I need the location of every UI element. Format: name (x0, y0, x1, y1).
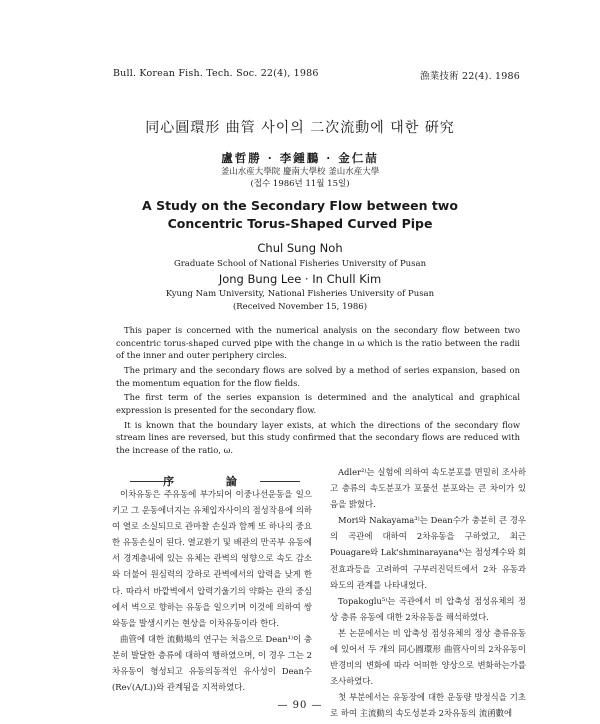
body-paragraph: 曲管에 대한 流動場의 연구는 처음으로 Dean¹⁾이 충분히 발달한 층류에 대하여 행하였으며, 이 경우 그는 2차유동이 형성되고 유동의동적인 유사성이 Dean수 (Re√(A/L))와 관계됨을 지적하였다. (112, 633, 312, 693)
body-paragraph: Topakoglu⁵⁾는 곡관에서 비 압축성 점성유체의 정상 층류 유동에 대한 2차유동을 해석하였다. (330, 595, 526, 622)
korean-authors: 盧哲勝 · 李鍾鵬 · 金仁喆 (221, 151, 379, 165)
body-paragraph: Mori와 Nakayama³⁾는 Dean수가 충분히 큰 경우의 곡관에 대하여 2차유동을 구하였고, 최근 Pouagare와 Lak'shminarayana⁴⁾는 점성계수와 회전효과등을 고려하여 구부러진덕트에서 2차 유동과 와도의 관계를 나타내었다. (330, 515, 526, 590)
journal-header-right: 漁業技術 22(4). 1986 (420, 71, 520, 82)
body-paragraph: 첫 부분에서는 유동장에 대한 운동량 방정식을 기초로 하여 主流動의 속도성분과 2차유동의 流函數에 (330, 692, 526, 719)
body-paragraph: 본 논문에서는 비 압축성 점성유체의 정상 층류유동에 있어서 두 개의 同心圓環形 曲管사이의 2차유동이 반경비의 변화에 따라 어떠한 양상으로 변화하는가를 조사하였다. (330, 627, 526, 687)
korean-received-date: (접수 1986년 11월 15일) (250, 179, 350, 189)
body-paragraph: Adler²⁾는 실험에 의하여 속도분포를 면밀히 조사하고 층류의 속도분포가 포물선 분포와는 큰 차이가 있음을 밝혔다. (330, 467, 526, 510)
journal-header-left: Bull. Korean Fish. Tech. Soc. 22(4), 1986 (113, 68, 319, 79)
english-affiliation2: Kyung Nam University, National Fisheries University of Pusan (165, 289, 435, 299)
abstract-paragraph: The first term of the series expansion is determined and the analytical and graphical expression is presented for the secondary flow. (116, 392, 520, 415)
page-number: — 90 — (277, 700, 323, 711)
right-column (330, 464, 526, 722)
abstract-paragraph: The primary and the secondary flows are solved by a method of series expansion, based on the momentum equation for the flow fields. (116, 364, 520, 388)
english-authors2: Jong Bung Lee · In Chull Kim (218, 272, 382, 286)
english-author1: Chul Sung Noh (257, 241, 343, 255)
left-column-body (112, 486, 312, 695)
section-rule-right (260, 481, 300, 482)
section-heading-introduction: 序 論 (163, 475, 261, 488)
abstract-paragraph: It is known that the boundary layer exists, at which the directions of the secondary flow stream lines are reversed, but this study confirmed that the secondary flows are reduced with the increase of the ratio, ω. (116, 419, 520, 455)
korean-affiliations: 釜山水産大學院 慶南大學校 釜山水産大學 (220, 167, 380, 177)
english-title-line2: Concentric Torus-Shaped Curved Pipe (167, 216, 433, 231)
english-received-date: (Received November 15, 1986) (232, 302, 368, 312)
abstract-paragraph: This paper is concerned with the numerical analysis on the secondary flow between two concentric torus-shaped curved pipe with the change in ω which is the ratio between the radii of the inner and outer periphery circles. (116, 325, 520, 361)
english-title-line1: A Study on the Secondary Flow between two (142, 198, 458, 213)
korean-title: 同心圓環形 曲管 사이의 二次流動에 대한 硏究 (145, 120, 455, 136)
body-paragraph: 이차유동은 주유동에 부가되어 이중나선운동을 일으키고 그 운동에너지는 유체입자사이의 점성작용에 의하여 열로 소실되므로 관마찰 손실과 함께 또 하나의 중요한 유동손실이 된다. 열교환기 및 배관의 만곡부 유동에서 경계층내에 있는 유체는 관벽의 영향으로 속도 감소와 더불어 원심력의 강하로 관벽에서의 압력을 낮게 한다. 따라서 바깥벽에서 압력기울기의 약화는 관의 중심에서 벽으로 향하는 유동을 일으키며 이것에 의하여 쌍와동을 발생시키는 현상을 이차유동이라 한다. (112, 489, 312, 628)
english-affiliation1: Graduate School of National Fisheries University of Pusan (173, 259, 427, 269)
abstract (116, 324, 520, 459)
